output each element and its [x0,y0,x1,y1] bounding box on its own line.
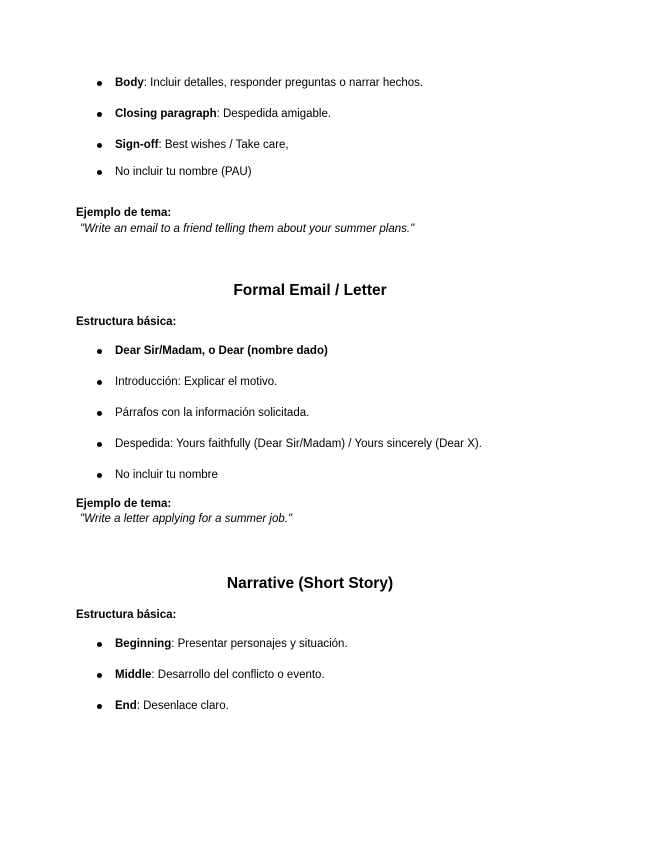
list-item-text: : Despedida amigable. [216,108,332,120]
list-item-strong: Beginning [115,638,172,650]
list-item-text: : Desenlace claro. [136,700,229,712]
list-item-strong: Middle [115,669,152,681]
list-item [96,406,616,420]
formal-structure-list [96,344,616,482]
list-item [96,468,616,482]
list-item-text: : Incluir detalles, responder preguntas o narrar hechos. [143,77,424,89]
bullet-icon [97,673,102,678]
bullet-icon [97,473,102,478]
list-item-text: No incluir tu nombre [115,469,218,481]
bullet-icon [97,442,102,447]
informal-example-text: "Write an email to a friend telling them about your summer plans." [80,223,415,235]
formal-example-label: Ejemplo de tema: [76,498,172,510]
bullet-icon [97,112,102,117]
informal-example-label: Ejemplo de tema: [76,207,172,219]
list-item [96,76,616,90]
list-item-text: : Desarrollo del conflicto o evento. [151,669,325,681]
list-item-strong: End [115,700,137,712]
formal-structure-label: Estructura básica: [76,316,177,328]
list-item-strong: Dear Sir/Madam, o Dear (nombre dado) [115,345,328,357]
list-item [96,138,616,152]
bullet-icon [97,642,102,647]
formal-example-text: "Write a letter applying for a summer job." [80,513,293,525]
narrative-structure-label: Estructura básica: [76,609,177,621]
list-item [96,437,616,451]
list-item-text: Despedida: Yours faithfully (Dear Sir/Madam) / Yours sincerely (Dear X). [115,438,482,450]
bullet-icon [97,349,102,354]
list-item-text: Introducción: Explicar el motivo. [115,376,278,388]
list-item [96,107,616,121]
list-item [96,637,616,651]
list-item-text: Párrafos con la información solicitada. [115,407,310,419]
list-item-strong: Closing paragraph [115,108,217,120]
bullet-icon [97,411,102,416]
list-item [96,699,616,713]
list-item [96,344,616,358]
bullet-icon [97,170,102,175]
narrative-structure-list [96,637,616,713]
list-item-text: : Best wishes / Take care, [158,139,289,151]
informal-structure-list [96,76,616,179]
list-item-strong: Body [115,77,144,89]
bullet-icon [97,143,102,148]
list-item-strong: Sign-off [115,139,159,151]
bullet-icon [97,704,102,709]
list-item [96,375,616,389]
list-item-text: : Presentar personajes y situación. [171,638,348,650]
bullet-icon [97,81,102,86]
list-item [96,165,616,179]
formal-heading: Formal Email / Letter [233,282,387,299]
bullet-icon [97,380,102,385]
list-item [96,668,616,682]
narrative-heading: Narrative (Short Story) [226,575,394,592]
list-item-text: No incluir tu nombre (PAU) [115,166,252,178]
